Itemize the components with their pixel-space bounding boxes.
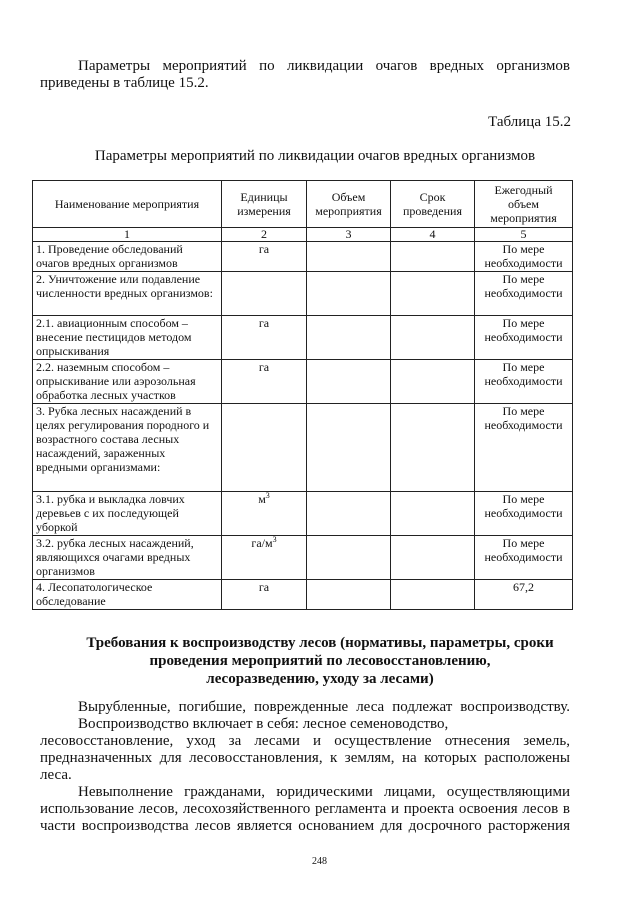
measure-volume	[307, 580, 391, 610]
body-paragraph-3-line-2: использование лесов, лесохозяйственного регламента и проекта освоения лесов в	[40, 801, 570, 817]
body-paragraph-2-line-2: лесовосстановление, уход за лесами и осуществление отнесения земель,	[40, 733, 570, 749]
measure-term	[391, 242, 475, 272]
table-row	[33, 536, 573, 580]
measure-term	[391, 580, 475, 610]
body-paragraph-2-line-1: Воспроизводство включает в себя: лесное семеноводство,	[78, 716, 449, 732]
heading-line-1: Требования к воспроизводству лесов (нормативы, параметры, сроки	[86, 635, 554, 651]
unit-text: м	[258, 492, 266, 506]
measure-annual: По мере необходимости	[475, 242, 573, 272]
table-row	[33, 492, 573, 536]
measure-name: 3. Рубка лесных насаждений в целях регулирования породного и возрастного состава лесных насаждений, зараженных вредными организмами:	[33, 404, 222, 492]
measure-unit	[222, 404, 307, 492]
measure-term	[391, 360, 475, 404]
section-heading	[40, 634, 600, 688]
body-paragraph-3-line-3: части воспроизводства лесов является основанием для досрочного расторжения	[40, 818, 570, 834]
measure-volume	[307, 404, 391, 492]
measure-unit: га	[222, 360, 307, 404]
column-number-row	[33, 228, 573, 242]
column-number: 1	[33, 228, 222, 242]
unit-superscript: 3	[265, 491, 270, 500]
measure-annual: По мере необходимости	[475, 404, 573, 492]
measure-unit	[222, 272, 307, 316]
header-cell: Наименование мероприятия	[33, 181, 222, 228]
measure-name: 4. Лесопатологическое обследование	[33, 580, 222, 610]
unit-text: га/м	[251, 536, 273, 550]
header-cell: Ежегодный объем мероприятия	[475, 181, 573, 228]
intro-line-1: Параметры мероприятий по ликвидации очагов вредных организмов	[78, 58, 570, 74]
header-cell: Срок проведения	[391, 181, 475, 228]
table-row	[33, 580, 573, 610]
intro-paragraph	[40, 58, 570, 92]
table-header-row	[33, 181, 573, 228]
measure-unit	[222, 492, 307, 536]
table-row	[33, 316, 573, 360]
measure-name: 1. Проведение обследований очагов вредных организмов	[33, 242, 222, 272]
measure-term	[391, 492, 475, 536]
measure-name: 2. Уничтожение или подавление численности вредных организмов:	[33, 272, 222, 316]
measure-volume	[307, 360, 391, 404]
measure-term	[391, 272, 475, 316]
table-row	[33, 242, 573, 272]
column-number: 3	[307, 228, 391, 242]
column-number: 4	[391, 228, 475, 242]
table-row	[33, 360, 573, 404]
heading-line-2: проведения мероприятий по лесовосстановлению,	[149, 653, 491, 669]
body-paragraph-2-line-4: леса.	[40, 767, 72, 783]
measures-table	[32, 180, 573, 610]
body-paragraph-3-line-1: Невыполнение гражданами, юридическими лицами, осуществляющими	[78, 784, 570, 800]
measure-unit: га	[222, 242, 307, 272]
measure-annual: По мере необходимости	[475, 360, 573, 404]
body-text	[40, 699, 570, 835]
measure-term	[391, 536, 475, 580]
measure-unit	[222, 536, 307, 580]
measure-unit: га	[222, 316, 307, 360]
measure-name: 2.1. авиационным способом – внесение пестицидов методом опрыскивания	[33, 316, 222, 360]
measure-annual: По мере необходимости	[475, 492, 573, 536]
table-label: Таблица 15.2	[488, 114, 571, 130]
measure-term	[391, 316, 475, 360]
measure-volume	[307, 492, 391, 536]
column-number: 5	[475, 228, 573, 242]
measure-annual: По мере необходимости	[475, 272, 573, 316]
body-paragraph-2-line-3: предназначенных для лесовосстановления, к землям, на которых расположены	[40, 750, 570, 766]
page-number: 248	[312, 856, 327, 867]
measure-unit: га	[222, 580, 307, 610]
table-row	[33, 272, 573, 316]
measure-volume	[307, 536, 391, 580]
intro-line-2: приведены в таблице 15.2.	[40, 75, 209, 91]
measure-volume	[307, 242, 391, 272]
measure-annual: По мере необходимости	[475, 536, 573, 580]
heading-line-3: лесоразведению, уходу за лесами)	[206, 671, 434, 687]
measure-name: 2.2. наземным способом – опрыскивание или аэрозольная обработка лесных участков	[33, 360, 222, 404]
header-cell: Единицы измерения	[222, 181, 307, 228]
measure-annual: 67,2	[475, 580, 573, 610]
unit-superscript: 3	[272, 535, 277, 544]
header-cell: Объем мероприятия	[307, 181, 391, 228]
measure-name: 3.1. рубка и выкладка ловчих деревьев с их последующей уборкой	[33, 492, 222, 536]
body-paragraph-1: Вырубленные, погибшие, поврежденные леса подлежат воспроизводству.	[78, 699, 570, 715]
column-number: 2	[222, 228, 307, 242]
measure-name: 3.2. рубка лесных насаждений, являющихся очагами вредных организмов	[33, 536, 222, 580]
measure-term	[391, 404, 475, 492]
table-title: Параметры мероприятий по ликвидации очагов вредных организмов	[94, 148, 536, 164]
measure-volume	[307, 316, 391, 360]
table-row	[33, 404, 573, 492]
measure-volume	[307, 272, 391, 316]
measure-annual: По мере необходимости	[475, 316, 573, 360]
